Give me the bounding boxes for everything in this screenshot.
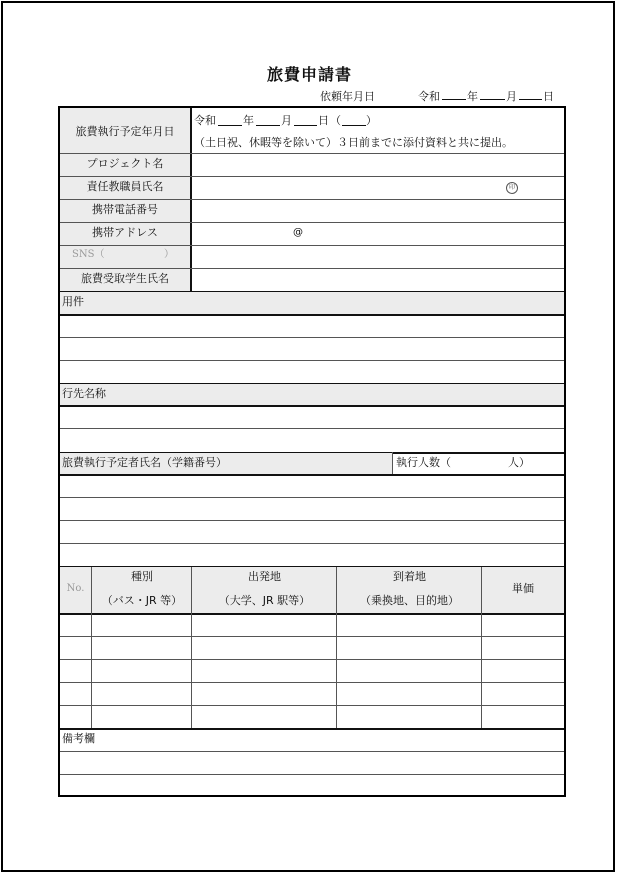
- schedule-note: （土日祝、休暇等を除いて）３日前までに添付資料と共に提出。: [194, 136, 513, 149]
- schedule-weekday-open: （: [330, 114, 341, 127]
- schedule-weekday-blank[interactable]: [342, 115, 366, 126]
- transport-type-header: 種別: [131, 570, 153, 583]
- sns-label: SNS（: [72, 249, 105, 260]
- travelers-label: 旅費執行予定者氏名（学籍番号）: [62, 456, 227, 469]
- schedule-month: 月: [281, 114, 292, 127]
- transport-arrival-header: 到着地: [393, 570, 426, 583]
- traveler-count-unit: 人）: [508, 456, 530, 469]
- request-date-day: 日: [543, 90, 554, 103]
- transport-price-header: 単価: [512, 582, 534, 595]
- transport-no-header: No.: [66, 583, 85, 594]
- sns-close: ）: [164, 249, 174, 260]
- transport-origin-sub: （大学、JR 駅等）: [218, 594, 311, 607]
- destination-label: 行先名称: [62, 387, 106, 400]
- application-form: [58, 106, 566, 797]
- purpose-header: [60, 292, 564, 314]
- schedule-year: 年: [243, 114, 254, 127]
- request-date-era: 令和: [418, 90, 440, 103]
- page-title: 旅費申請書: [266, 65, 352, 84]
- schedule-day: 日: [318, 114, 329, 127]
- destination-header: [60, 384, 564, 405]
- seal-stamp: 印: [506, 182, 518, 194]
- request-date-day-blank[interactable]: [519, 88, 542, 100]
- transport-type-sub: （バス・JR 等）: [101, 594, 183, 607]
- schedule-year-blank[interactable]: [218, 115, 242, 126]
- transport-origin-header: 出発地: [248, 570, 281, 583]
- mobile-address-label: 携帯アドレス: [92, 226, 158, 239]
- project-label: プロジェクト名: [86, 157, 164, 170]
- student-label: 旅費受取学生氏名: [81, 272, 169, 285]
- at-sign: @: [293, 227, 303, 238]
- request-date-month: 月: [506, 90, 517, 103]
- request-date-year-blank[interactable]: [442, 88, 466, 100]
- request-date-month-blank[interactable]: [480, 88, 505, 100]
- schedule-day-blank[interactable]: [294, 115, 317, 126]
- request-date-label: 依頼年月日: [320, 90, 375, 103]
- schedule-weekday-close: ）: [366, 114, 377, 127]
- schedule-label: 旅費執行予定年月日: [75, 125, 175, 138]
- traveler-count-label: 執行人数（: [396, 456, 451, 469]
- schedule-month-blank[interactable]: [256, 115, 280, 126]
- remarks-label: 備考欄: [62, 732, 95, 745]
- purpose-label: 用件: [62, 295, 84, 308]
- phone-label: 携帯電話番号: [92, 203, 158, 216]
- staff-label: 責任教職員氏名: [86, 180, 164, 193]
- transport-arrival-sub: （乗換地、目的地）: [360, 594, 459, 607]
- request-date-year: 年: [467, 90, 478, 103]
- schedule-era: 令和: [194, 114, 216, 127]
